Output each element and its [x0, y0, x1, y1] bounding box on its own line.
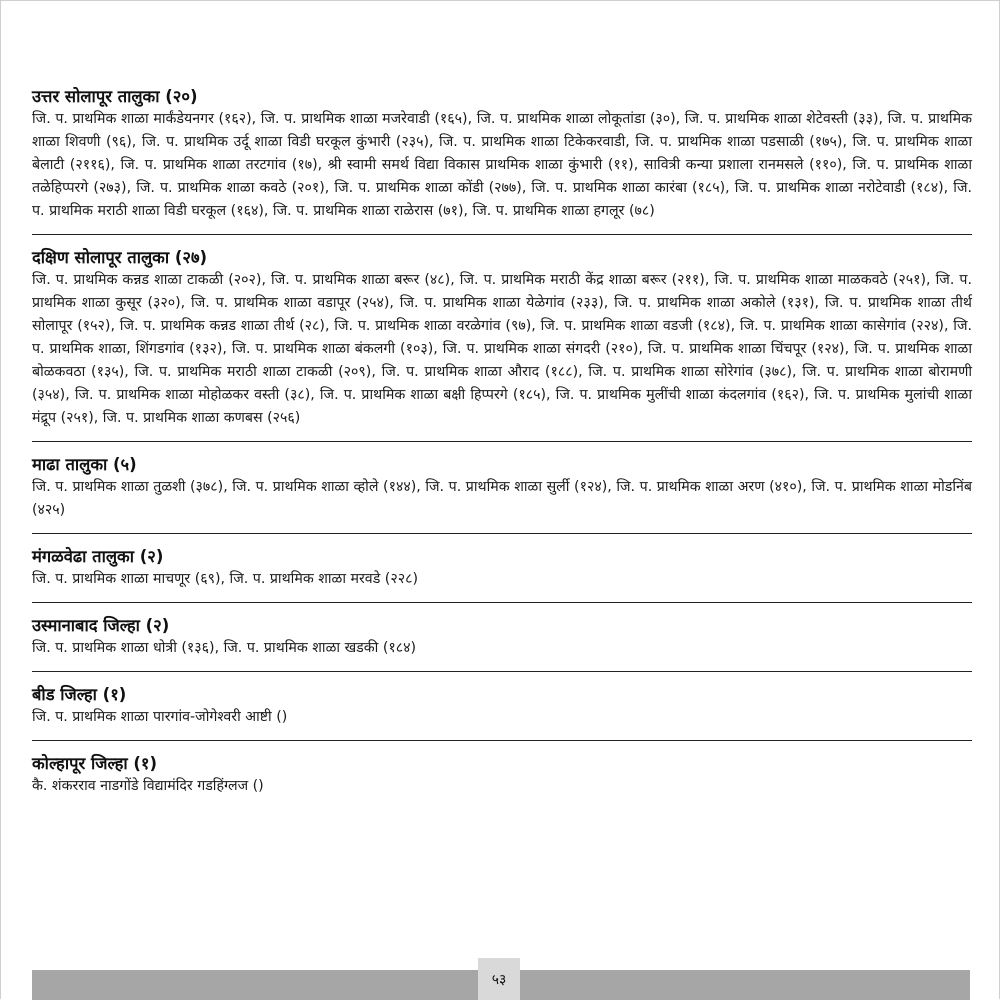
section-text: जि. प. प्राथमिक शाळा पारगांव-जोगेश्वरी आष्टी () [32, 709, 288, 725]
section-heading: माढा तालुका (५) [32, 455, 137, 474]
section-mangalwedha [32, 546, 972, 591]
section-north-solapur [32, 86, 972, 223]
section-divider [32, 234, 972, 235]
section-text: जि. प. प्राथमिक शाळा तुळशी (३७८), जि. प. प्राथमिक शाळा व्होले (१४४), जि. प. प्राथमिक शाळा सुर्ली (१२४), जि. प. प्राथमिक शाळा अरण (४१०), जि. प. प्राथमिक शाळा मोडनिंब (४२५) [32, 479, 972, 518]
section-madha [32, 454, 972, 522]
section-heading: दक्षिण सोलापूर तालुका (२७) [32, 248, 208, 267]
section-heading: कोल्हापूर जिल्हा (१) [32, 754, 158, 773]
section-south-solapur [32, 247, 972, 430]
section-divider [32, 533, 972, 534]
section-text: जि. प. प्राथमिक शाळा धोत्री (१३६), जि. प. प्राथमिक शाळा खडकी (१८४) [32, 640, 417, 656]
section-text: जि. प. प्राथमिक शाळा माचणूर (६९), जि. प. प्राथमिक शाळा मरवडे (२२८) [32, 571, 418, 587]
section-text: कै. शंकरराव नाडगोंडे विद्यामंदिर गडहिंग्लज () [32, 778, 264, 794]
section-beed [32, 684, 972, 729]
section-heading: उस्मानाबाद जिल्हा (२) [32, 616, 170, 635]
section-divider [32, 671, 972, 672]
school-list [32, 86, 972, 798]
section-kolhapur [32, 753, 972, 798]
section-heading: मंगळवेढा तालुका (२) [32, 547, 164, 566]
section-text: जि. प. प्राथमिक शाळा मार्कंडेयनगर (१६२), जि. प. प्राथमिक शाळा मजरेवाडी (१६५), जि. प. प्राथमिक शाळा लोकूतांडा (३०), जि. प. प्राथमिक शाळा शेटेवस्ती (३३), जि. प. प्राथमिक शाळा शिवणी (९६), जि. प. प्राथमिक उर्दू शाळा विडी घरकूल कुंभारी (२३५), जि. प. प्राथमिक शाळा टिकेकरवाडी, जि. प. प्राथमिक शाळा पडसाळी (१७५), जि. प. प्राथमिक शाळा बेलाटी (२११६), जि. प. प्राथमिक शाळा तरटगांव (१७), श्री स्वामी समर्थ विद्या विकास प्राथमिक शाळा कुंभारी (११), सावित्री कन्या प्रशाला रानमसले (११०), जि. प. प्राथमिक शाळा तळेहिप्परगे (२७३), जि. प. प्राथमिक शाळा कवठे (२०१), जि. प. प्राथमिक शाळा कोंडी (२७७), जि. प. प्राथमिक शाळा कारंबा (१८५), जि. प. प्राथमिक शाळा नरोटेवाडी (१८४), जि. प. प्राथमिक मराठी शाळा विडी घरकूल (१६४), जि. प. प्राथमिक शाळा राळेरास (७१), जि. प. प्राथमिक शाळा हगलूर (७८) [32, 111, 972, 219]
section-text: जि. प. प्राथमिक कन्नड शाळा टाकळी (२०२), जि. प. प्राथमिक शाळा बरूर (४८), जि. प. प्राथमिक मराठी केंद्र शाळा बरूर (२११), जि. प. प्राथमिक शाळा माळकवठे (२५१), जि. प. प्राथमिक शाळा कुसूर (३२०), जि. प. प्राथमिक शाळा वडापूर (२५४), जि. प. प्राथमिक शाळा येळेगांव (२३३), जि. प. प्राथमिक शाळा अकोले (१३१), जि. प. प्राथमिक शाळा तीर्थ सोलापूर (१५२), जि. प. प्राथमिक कन्नड शाळा तीर्थ (२८), जि. प. प्राथमिक शाळा वरळेगांव (९७), जि. प. प्राथमिक शाळा वडजी (१८४), जि. प. प्राथमिक शाळा कासेगांव (२२४), जि. प. प्राथमिक शाळा, शिंगडगांव (१३२), जि. प. प्राथमिक शाळा बंकलगी (१०३), जि. प. प्राथमिक शाळा संगदरी (२१०), जि. प. प्राथमिक शाळा चिंचपूर (१२४), जि. प. प्राथमिक शाळा बोळकवठा (१३५), जि. प. प्राथमिक मराठी शाळा टाकळी (२०९), जि. प. प्राथमिक शाळा औराद (१८८), जि. प. प्राथमिक शाळा सोरेगांव (३७८), जि. प. प्राथमिक शाळा बोरामणी (३५४), जि. प. प्राथमिक शाळा मोहोळकर वस्ती (३८), जि. प. प्राथमिक शाळा बक्षी हिप्परगे (१८५), जि. प. प्राथमिक मुलींची शाळा कंदलगांव (१६२), जि. प. प्राथमिक मुलांची शाळा मंद्रूप (२५१), जि. प. प्राथमिक शाळा कणबस (२५६) [32, 272, 972, 426]
section-osmanabad [32, 615, 972, 660]
section-divider [32, 740, 972, 741]
page-number: ५३ [478, 958, 520, 1000]
section-divider [32, 602, 972, 603]
section-heading: उत्तर सोलापूर तालुका (२०) [32, 87, 198, 106]
section-heading: बीड जिल्हा (१) [32, 685, 127, 704]
section-divider [32, 441, 972, 442]
